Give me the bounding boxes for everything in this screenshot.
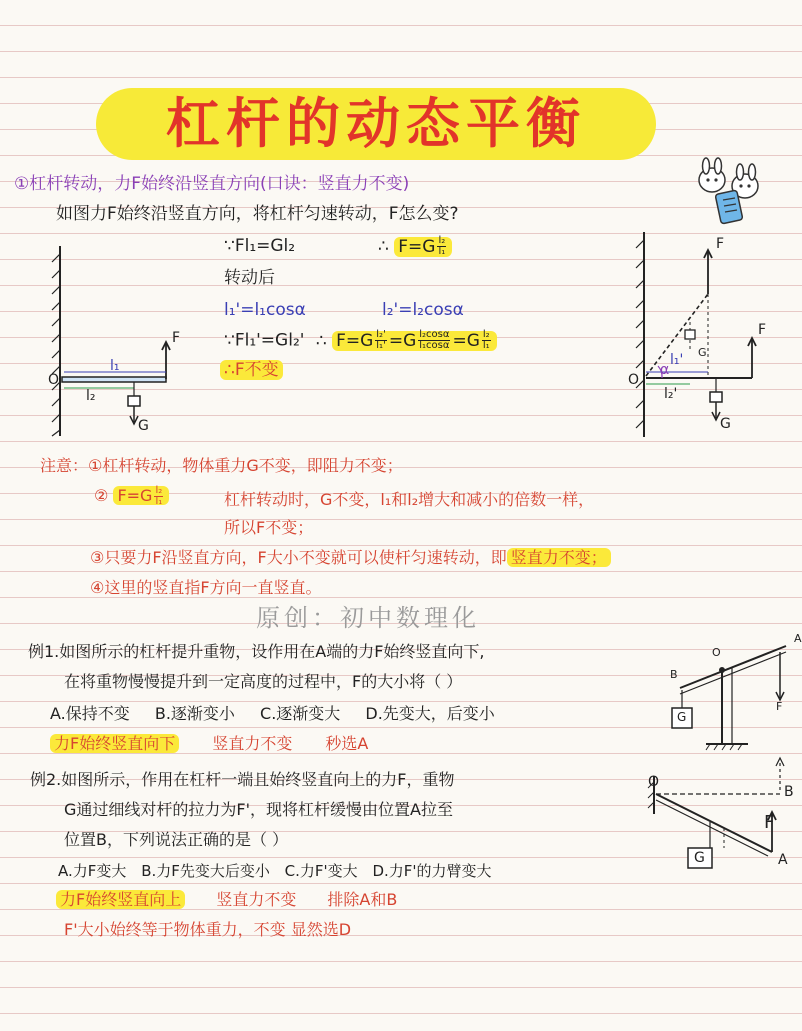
- right-label-l2p: l₂': [664, 386, 678, 402]
- example2-option-d: D.力F'的力臂变大: [372, 862, 492, 880]
- note-line-2-text: 杠杆转动时，G不变，l₁和l₂增大和减小的倍数一样，: [224, 490, 595, 509]
- example1-answer-3: 秒选A: [325, 734, 369, 753]
- note-line-4-text: ③只要力F沿竖直方向，F大小不变就可以使杆匀速转动，即: [90, 548, 507, 567]
- note-line-5: ④这里的竖直指F方向一直竖直。: [90, 578, 322, 597]
- section1-conclusion: [220, 360, 283, 380]
- eq3-highlight: [332, 331, 497, 351]
- eq3-left: ∵Fl₁'=Gl₂': [224, 330, 305, 351]
- note-frac-den: l₁: [155, 496, 163, 507]
- example1-label-b: B: [670, 668, 678, 681]
- eq1-frac-num: l₂: [438, 235, 446, 246]
- note-line-1: 注意：①杠杆转动，物体重力G不变，即阻力不变；: [40, 456, 403, 475]
- example2-answer: [56, 890, 397, 909]
- eq1-prefix: ∴: [378, 236, 389, 257]
- example2-label-o: O: [648, 774, 660, 790]
- example2-answer-line2: F'大小始终等于物体重力，不变 显然选D: [64, 920, 352, 939]
- note-line-2-label: ②: [94, 486, 109, 505]
- right-label-f-top: F: [716, 236, 725, 252]
- note-line-2-formula-text: F=G: [117, 486, 153, 505]
- example1-answer-highlight: 力F始终竖直向下: [50, 734, 179, 753]
- eq3-frac3-den: l₁: [482, 340, 490, 351]
- eq3-part3: =G: [452, 330, 480, 351]
- example2-line2: G通过细线对杆的拉力为F'，现将杠杆缓慢由位置A拉至: [64, 800, 453, 819]
- note-line-2-highlight: [113, 486, 169, 505]
- example1-label-f: F: [776, 700, 783, 713]
- example1-option-b: B.逐渐变小: [154, 704, 235, 723]
- right-label-f-right: F: [758, 322, 767, 338]
- example1-line1: 例1.如图所示的杠杆提升重物，设作用在A端的力F始终竖直向下,: [28, 642, 485, 661]
- eq3-frac2: [418, 330, 450, 351]
- example2-line3: 位置B，下列说法正确的是（ ）: [64, 830, 289, 849]
- example1-answer: [50, 734, 368, 753]
- right-label-alpha: α: [660, 362, 670, 378]
- example2-label-f: F: [764, 812, 775, 833]
- left-label-o: O: [48, 372, 60, 388]
- eq3: [224, 330, 497, 351]
- example1-label-g: G: [677, 710, 687, 724]
- eq1: ∵Fl₁=Gl₂: [224, 236, 296, 256]
- left-label-l2: l₂: [86, 388, 96, 404]
- eq3-frac2-num: l₂cosα: [419, 329, 450, 340]
- conclusion-text: ∴F不变: [220, 360, 283, 380]
- note-line-2-fraction: [154, 486, 163, 507]
- eq3-frac3: [482, 330, 491, 351]
- example2-answer-2: 竖直力不变: [216, 890, 297, 909]
- eq3-frac2-den: l₁cosα: [419, 340, 450, 351]
- example1-option-d: D.先变大，后变小: [365, 704, 495, 723]
- eq3-frac1-den: l₁': [376, 340, 386, 351]
- example1-option-c: C.逐渐变大: [260, 704, 341, 723]
- note-line-3: 所以F不变；: [224, 518, 314, 537]
- eq1-result-text: F=G: [398, 236, 436, 257]
- example2-option-c: C.力F'变大: [284, 862, 358, 880]
- watermark-text: 原创：初中数理化: [256, 604, 480, 632]
- eq3-part1: F=G: [336, 330, 374, 351]
- example2-answer-highlight: 力F始终竖直向上: [56, 890, 185, 909]
- eq3-frac3-num: l₂: [482, 329, 490, 340]
- example1-line2: 在将重物慢慢提升到一定高度的过程中，F的大小将（ ）: [64, 672, 463, 691]
- section1-question: 如图力F始终沿竖直方向，将杠杆匀速转动，F怎么变?: [56, 204, 459, 224]
- right-label-l1p: l₁': [670, 352, 684, 368]
- page-title: 杠杆的动态平衡: [96, 88, 656, 160]
- example2-option-b: B.力F先变大后变小: [141, 862, 270, 880]
- left-label-f: F: [172, 330, 181, 346]
- eq3-frac1-num: l₂': [376, 329, 386, 340]
- example2-label-g: G: [694, 850, 705, 866]
- example1-diagram: [662, 632, 792, 758]
- note-line-2-formula: [94, 486, 169, 507]
- eq1-fraction: [437, 236, 446, 257]
- right-label-o: O: [628, 372, 640, 388]
- example2-label-a: A: [778, 852, 788, 868]
- example1-answer-2: 竖直力不变: [212, 734, 293, 753]
- eq1-result: [378, 236, 452, 257]
- note-line-4-highlight: 竖直力不变；: [507, 548, 611, 567]
- eq3-frac1: [375, 330, 387, 351]
- eq3-part2: =G: [388, 330, 417, 351]
- example2-answer-3: 排除A和B: [327, 890, 398, 909]
- after-rotation-label: 转动后: [224, 268, 275, 288]
- note-line-4: [90, 548, 611, 567]
- example1-option-a: A.保持不变: [50, 704, 130, 723]
- example1-label-o: O: [712, 646, 721, 659]
- eq3-prefix: ∴: [315, 330, 327, 351]
- left-label-l1: l₁: [110, 358, 120, 374]
- left-label-g: G: [138, 418, 149, 434]
- example1-options: [50, 704, 495, 723]
- example2-options: [58, 862, 492, 880]
- eq1-result-highlight: [394, 237, 452, 257]
- right-label-g: G: [720, 416, 731, 432]
- example2-label-b: B: [784, 784, 794, 800]
- eq2b: l₂'=l₂cosα: [382, 300, 464, 320]
- eq1-frac-den: l₁: [438, 246, 446, 257]
- right-label-g-inner: G: [698, 346, 707, 359]
- mascot-sticker-icon: [690, 158, 770, 228]
- example2-line1: 例2.如图所示，作用在杠杆一端且始终竖直向上的力F，重物: [30, 770, 455, 789]
- eq2a: l₁'=l₁cosα: [224, 300, 306, 320]
- example1-label-a: A: [794, 632, 802, 645]
- example2-option-a: A.力F变大: [58, 862, 127, 880]
- section1-heading: ①杠杆转动，力F始终沿竖直方向(口诀：竖直力不变): [14, 174, 410, 194]
- note-frac-num: l₂: [155, 485, 163, 496]
